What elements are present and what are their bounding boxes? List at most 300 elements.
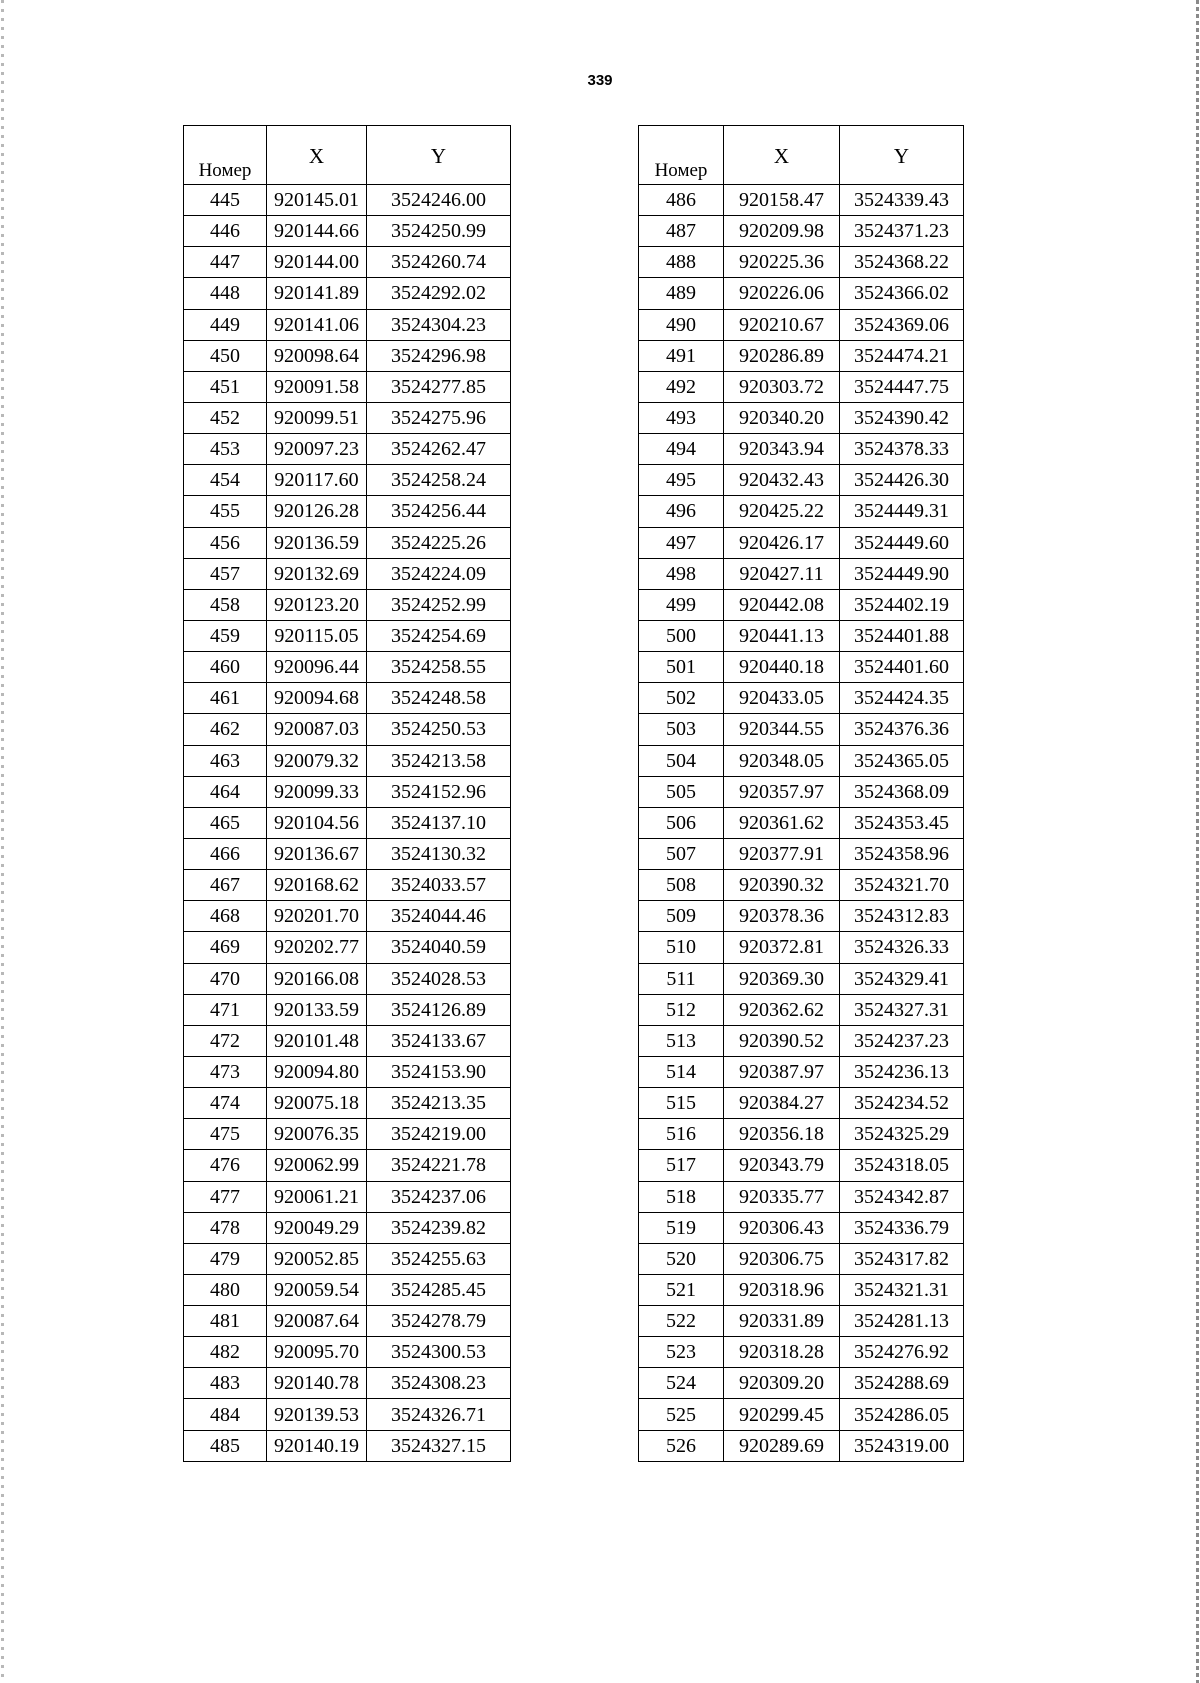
cell-y: 3524033.57 [367, 870, 511, 901]
cell-y: 3524236.13 [840, 1056, 964, 1087]
cell-y: 3524304.23 [367, 309, 511, 340]
cell-x: 920331.89 [724, 1306, 840, 1337]
cell-number: 486 [639, 185, 724, 216]
table-row [184, 932, 511, 963]
cell-number: 523 [639, 1337, 724, 1368]
table-row [184, 683, 511, 714]
cell-x: 920104.56 [267, 807, 367, 838]
cell-y: 3524137.10 [367, 807, 511, 838]
cell-x: 920049.29 [267, 1212, 367, 1243]
cell-x: 920099.33 [267, 776, 367, 807]
coordinates-table-left [183, 125, 511, 1462]
cell-x: 920117.60 [267, 465, 367, 496]
cell-number: 478 [184, 1212, 267, 1243]
column-header-number: Номер [639, 126, 724, 185]
table-row [184, 870, 511, 901]
cell-x: 920286.89 [724, 340, 840, 371]
cell-x: 920140.19 [267, 1430, 367, 1461]
cell-x: 920209.98 [724, 216, 840, 247]
table-row [184, 1212, 511, 1243]
cell-number: 490 [639, 309, 724, 340]
cell-y: 3524296.98 [367, 340, 511, 371]
cell-number: 506 [639, 807, 724, 838]
cell-number: 487 [639, 216, 724, 247]
cell-number: 468 [184, 901, 267, 932]
cell-y: 3524312.83 [840, 901, 964, 932]
cell-x: 920098.64 [267, 340, 367, 371]
cell-x: 920348.05 [724, 745, 840, 776]
table-row [639, 870, 964, 901]
cell-number: 503 [639, 714, 724, 745]
table-row [639, 496, 964, 527]
cell-number: 449 [184, 309, 267, 340]
cell-number: 469 [184, 932, 267, 963]
cell-y: 3524262.47 [367, 434, 511, 465]
cell-y: 3524275.96 [367, 402, 511, 433]
cell-y: 3524390.42 [840, 402, 964, 433]
table-row [184, 1150, 511, 1181]
cell-y: 3524246.00 [367, 185, 511, 216]
column-header-x: X [724, 126, 840, 185]
cell-y: 3524252.99 [367, 589, 511, 620]
cell-x: 920387.97 [724, 1056, 840, 1087]
cell-number: 446 [184, 216, 267, 247]
cell-x: 920440.18 [724, 652, 840, 683]
table-row [639, 1150, 964, 1181]
table-row [639, 434, 964, 465]
cell-x: 920168.62 [267, 870, 367, 901]
cell-number: 489 [639, 278, 724, 309]
cell-number: 477 [184, 1181, 267, 1212]
table-row [639, 901, 964, 932]
cell-x: 920390.32 [724, 870, 840, 901]
cell-y: 3524329.41 [840, 963, 964, 994]
cell-number: 520 [639, 1243, 724, 1274]
cell-number: 472 [184, 1025, 267, 1056]
cell-y: 3524277.85 [367, 371, 511, 402]
table-row [184, 714, 511, 745]
table-header-row [184, 126, 511, 185]
table-row [184, 838, 511, 869]
cell-y: 3524353.45 [840, 807, 964, 838]
cell-x: 920079.32 [267, 745, 367, 776]
table-row [184, 963, 511, 994]
cell-number: 491 [639, 340, 724, 371]
cell-number: 447 [184, 247, 267, 278]
table-row [639, 371, 964, 402]
scan-edge-right [1196, 0, 1199, 1683]
table-row [639, 652, 964, 683]
table-row [639, 932, 964, 963]
cell-x: 920158.47 [724, 185, 840, 216]
cell-number: 524 [639, 1368, 724, 1399]
cell-y: 3524044.46 [367, 901, 511, 932]
cell-y: 3524224.09 [367, 558, 511, 589]
column-header-number: Номер [184, 126, 267, 185]
cell-y: 3524286.05 [840, 1399, 964, 1430]
table-row [639, 745, 964, 776]
cell-x: 920052.85 [267, 1243, 367, 1274]
cell-y: 3524133.67 [367, 1025, 511, 1056]
cell-y: 3524152.96 [367, 776, 511, 807]
cell-x: 920096.44 [267, 652, 367, 683]
table-row [639, 1088, 964, 1119]
cell-number: 466 [184, 838, 267, 869]
table-row [184, 1399, 511, 1430]
cell-x: 920087.03 [267, 714, 367, 745]
table-row [639, 683, 964, 714]
cell-y: 3524321.31 [840, 1274, 964, 1305]
cell-number: 454 [184, 465, 267, 496]
table-row [639, 558, 964, 589]
table-row [184, 340, 511, 371]
cell-y: 3524402.19 [840, 589, 964, 620]
cell-number: 518 [639, 1181, 724, 1212]
cell-number: 497 [639, 527, 724, 558]
cell-x: 920094.80 [267, 1056, 367, 1087]
cell-number: 465 [184, 807, 267, 838]
cell-y: 3524378.33 [840, 434, 964, 465]
cell-number: 514 [639, 1056, 724, 1087]
table-row [184, 371, 511, 402]
cell-x: 920361.62 [724, 807, 840, 838]
cell-number: 502 [639, 683, 724, 714]
cell-number: 460 [184, 652, 267, 683]
cell-y: 3524278.79 [367, 1306, 511, 1337]
cell-y: 3524256.44 [367, 496, 511, 527]
cell-x: 920289.69 [724, 1430, 840, 1461]
table-row [639, 1243, 964, 1274]
column-header-y: Y [840, 126, 964, 185]
cell-x: 920136.59 [267, 527, 367, 558]
cell-x: 920377.91 [724, 838, 840, 869]
cell-x: 920133.59 [267, 994, 367, 1025]
cell-x: 920140.78 [267, 1368, 367, 1399]
cell-y: 3524130.32 [367, 838, 511, 869]
cell-y: 3524281.13 [840, 1306, 964, 1337]
cell-y: 3524369.06 [840, 309, 964, 340]
cell-y: 3524213.35 [367, 1088, 511, 1119]
cell-number: 456 [184, 527, 267, 558]
cell-y: 3524319.00 [840, 1430, 964, 1461]
cell-y: 3524250.53 [367, 714, 511, 745]
cell-y: 3524326.71 [367, 1399, 511, 1430]
table-row [639, 1025, 964, 1056]
table-row [639, 465, 964, 496]
cell-number: 499 [639, 589, 724, 620]
cell-y: 3524292.02 [367, 278, 511, 309]
cell-y: 3524153.90 [367, 1056, 511, 1087]
cell-x: 920202.77 [267, 932, 367, 963]
table-row [639, 1212, 964, 1243]
cell-number: 495 [639, 465, 724, 496]
cell-number: 481 [184, 1306, 267, 1337]
cell-y: 3524321.70 [840, 870, 964, 901]
cell-number: 451 [184, 371, 267, 402]
cell-x: 920126.28 [267, 496, 367, 527]
cell-number: 448 [184, 278, 267, 309]
cell-number: 517 [639, 1150, 724, 1181]
cell-x: 920343.94 [724, 434, 840, 465]
cell-y: 3524248.58 [367, 683, 511, 714]
cell-number: 493 [639, 402, 724, 433]
cell-x: 920145.01 [267, 185, 367, 216]
cell-number: 458 [184, 589, 267, 620]
cell-number: 519 [639, 1212, 724, 1243]
cell-y: 3524474.21 [840, 340, 964, 371]
cell-x: 920318.96 [724, 1274, 840, 1305]
cell-x: 920095.70 [267, 1337, 367, 1368]
cell-number: 507 [639, 838, 724, 869]
cell-y: 3524219.00 [367, 1119, 511, 1150]
table-row [184, 994, 511, 1025]
cell-x: 920136.67 [267, 838, 367, 869]
cell-x: 920123.20 [267, 589, 367, 620]
cell-x: 920144.66 [267, 216, 367, 247]
table-row [639, 620, 964, 651]
cell-y: 3524401.88 [840, 620, 964, 651]
cell-x: 920340.20 [724, 402, 840, 433]
cell-number: 521 [639, 1274, 724, 1305]
table-row [639, 1181, 964, 1212]
page-number: 339 [587, 72, 613, 89]
table-row [184, 1119, 511, 1150]
cell-x: 920062.99 [267, 1150, 367, 1181]
table-row [184, 1274, 511, 1305]
table-row [639, 963, 964, 994]
cell-y: 3524401.60 [840, 652, 964, 683]
table-row [639, 807, 964, 838]
cell-x: 920372.81 [724, 932, 840, 963]
cell-y: 3524260.74 [367, 247, 511, 278]
cell-y: 3524255.63 [367, 1243, 511, 1274]
cell-y: 3524371.23 [840, 216, 964, 247]
cell-number: 467 [184, 870, 267, 901]
table-row [184, 216, 511, 247]
table-row [639, 1430, 964, 1461]
cell-number: 461 [184, 683, 267, 714]
coordinates-table-right [638, 125, 964, 1462]
cell-x: 920369.30 [724, 963, 840, 994]
cell-x: 920141.89 [267, 278, 367, 309]
cell-number: 480 [184, 1274, 267, 1305]
table-row [184, 620, 511, 651]
table-row [184, 434, 511, 465]
cell-x: 920225.36 [724, 247, 840, 278]
table-row [639, 247, 964, 278]
cell-x: 920087.64 [267, 1306, 367, 1337]
cell-number: 522 [639, 1306, 724, 1337]
cell-y: 3524318.05 [840, 1150, 964, 1181]
cell-y: 3524447.75 [840, 371, 964, 402]
table-row [184, 1181, 511, 1212]
cell-y: 3524221.78 [367, 1150, 511, 1181]
cell-y: 3524276.92 [840, 1337, 964, 1368]
table-row [184, 776, 511, 807]
table-row [639, 1399, 964, 1430]
cell-y: 3524317.82 [840, 1243, 964, 1274]
table-row [184, 278, 511, 309]
table-row [639, 340, 964, 371]
cell-number: 445 [184, 185, 267, 216]
cell-y: 3524288.69 [840, 1368, 964, 1399]
cell-number: 494 [639, 434, 724, 465]
cell-x: 920144.00 [267, 247, 367, 278]
cell-number: 455 [184, 496, 267, 527]
cell-number: 464 [184, 776, 267, 807]
table-row [639, 1056, 964, 1087]
cell-y: 3524213.58 [367, 745, 511, 776]
cell-x: 920101.48 [267, 1025, 367, 1056]
table-row [639, 714, 964, 745]
cell-x: 920306.75 [724, 1243, 840, 1274]
table-row [184, 1430, 511, 1461]
table-row [639, 1274, 964, 1305]
cell-y: 3524258.24 [367, 465, 511, 496]
cell-x: 920201.70 [267, 901, 367, 932]
table-row [184, 1088, 511, 1119]
table-row [639, 1306, 964, 1337]
scan-edge-left [1, 0, 4, 1683]
cell-y: 3524368.09 [840, 776, 964, 807]
cell-y: 3524285.45 [367, 1274, 511, 1305]
cell-y: 3524237.06 [367, 1181, 511, 1212]
table-row [639, 838, 964, 869]
table-row [639, 402, 964, 433]
cell-x: 920059.54 [267, 1274, 367, 1305]
cell-x: 920344.55 [724, 714, 840, 745]
table-row [184, 527, 511, 558]
cell-number: 453 [184, 434, 267, 465]
cell-x: 920075.18 [267, 1088, 367, 1119]
table-row [639, 776, 964, 807]
cell-x: 920099.51 [267, 402, 367, 433]
table-row [184, 185, 511, 216]
cell-number: 462 [184, 714, 267, 745]
cell-y: 3524126.89 [367, 994, 511, 1025]
cell-number: 473 [184, 1056, 267, 1087]
cell-number: 498 [639, 558, 724, 589]
table-row [639, 1337, 964, 1368]
table-row [184, 1056, 511, 1087]
cell-y: 3524325.29 [840, 1119, 964, 1150]
table-row [184, 1025, 511, 1056]
table-row [184, 247, 511, 278]
cell-x: 920442.08 [724, 589, 840, 620]
cell-number: 459 [184, 620, 267, 651]
cell-number: 485 [184, 1430, 267, 1461]
cell-number: 475 [184, 1119, 267, 1150]
cell-x: 920139.53 [267, 1399, 367, 1430]
cell-y: 3524028.53 [367, 963, 511, 994]
column-header-x: X [267, 126, 367, 185]
cell-number: 463 [184, 745, 267, 776]
cell-x: 920357.97 [724, 776, 840, 807]
cell-y: 3524449.31 [840, 496, 964, 527]
table-row [639, 216, 964, 247]
cell-y: 3524424.35 [840, 683, 964, 714]
cell-y: 3524365.05 [840, 745, 964, 776]
cell-number: 471 [184, 994, 267, 1025]
cell-y: 3524327.15 [367, 1430, 511, 1461]
cell-y: 3524300.53 [367, 1337, 511, 1368]
cell-x: 920433.05 [724, 683, 840, 714]
cell-number: 504 [639, 745, 724, 776]
table-row [639, 1119, 964, 1150]
table-row [639, 278, 964, 309]
cell-y: 3524342.87 [840, 1181, 964, 1212]
cell-y: 3524250.99 [367, 216, 511, 247]
table-row [184, 901, 511, 932]
cell-number: 450 [184, 340, 267, 371]
cell-number: 513 [639, 1025, 724, 1056]
cell-y: 3524254.69 [367, 620, 511, 651]
cell-x: 920226.06 [724, 278, 840, 309]
cell-y: 3524040.59 [367, 932, 511, 963]
cell-number: 505 [639, 776, 724, 807]
cell-x: 920097.23 [267, 434, 367, 465]
cell-x: 920306.43 [724, 1212, 840, 1243]
cell-y: 3524336.79 [840, 1212, 964, 1243]
cell-x: 920076.35 [267, 1119, 367, 1150]
cell-y: 3524426.30 [840, 465, 964, 496]
cell-number: 516 [639, 1119, 724, 1150]
table-row [184, 1337, 511, 1368]
table-row [639, 527, 964, 558]
cell-number: 509 [639, 901, 724, 932]
table-row [184, 807, 511, 838]
cell-number: 501 [639, 652, 724, 683]
table-row [184, 402, 511, 433]
cell-number: 500 [639, 620, 724, 651]
table-row [639, 994, 964, 1025]
table-row [184, 1306, 511, 1337]
cell-x: 920378.36 [724, 901, 840, 932]
table-row [184, 652, 511, 683]
cell-x: 920318.28 [724, 1337, 840, 1368]
cell-x: 920141.06 [267, 309, 367, 340]
cell-x: 920091.58 [267, 371, 367, 402]
cell-x: 920390.52 [724, 1025, 840, 1056]
cell-x: 920094.68 [267, 683, 367, 714]
cell-x: 920166.08 [267, 963, 367, 994]
cell-x: 920362.62 [724, 994, 840, 1025]
cell-x: 920384.27 [724, 1088, 840, 1119]
cell-y: 3524258.55 [367, 652, 511, 683]
cell-y: 3524376.36 [840, 714, 964, 745]
cell-x: 920061.21 [267, 1181, 367, 1212]
cell-number: 476 [184, 1150, 267, 1181]
cell-x: 920432.43 [724, 465, 840, 496]
cell-x: 920426.17 [724, 527, 840, 558]
cell-x: 920343.79 [724, 1150, 840, 1181]
cell-number: 483 [184, 1368, 267, 1399]
cell-x: 920427.11 [724, 558, 840, 589]
cell-y: 3524237.23 [840, 1025, 964, 1056]
cell-y: 3524239.82 [367, 1212, 511, 1243]
cell-number: 474 [184, 1088, 267, 1119]
cell-y: 3524326.33 [840, 932, 964, 963]
cell-number: 479 [184, 1243, 267, 1274]
cell-number: 452 [184, 402, 267, 433]
table-row [184, 589, 511, 620]
table-row [184, 745, 511, 776]
table-header-row [639, 126, 964, 185]
cell-number: 511 [639, 963, 724, 994]
table-row [184, 1243, 511, 1274]
cell-number: 470 [184, 963, 267, 994]
cell-y: 3524366.02 [840, 278, 964, 309]
